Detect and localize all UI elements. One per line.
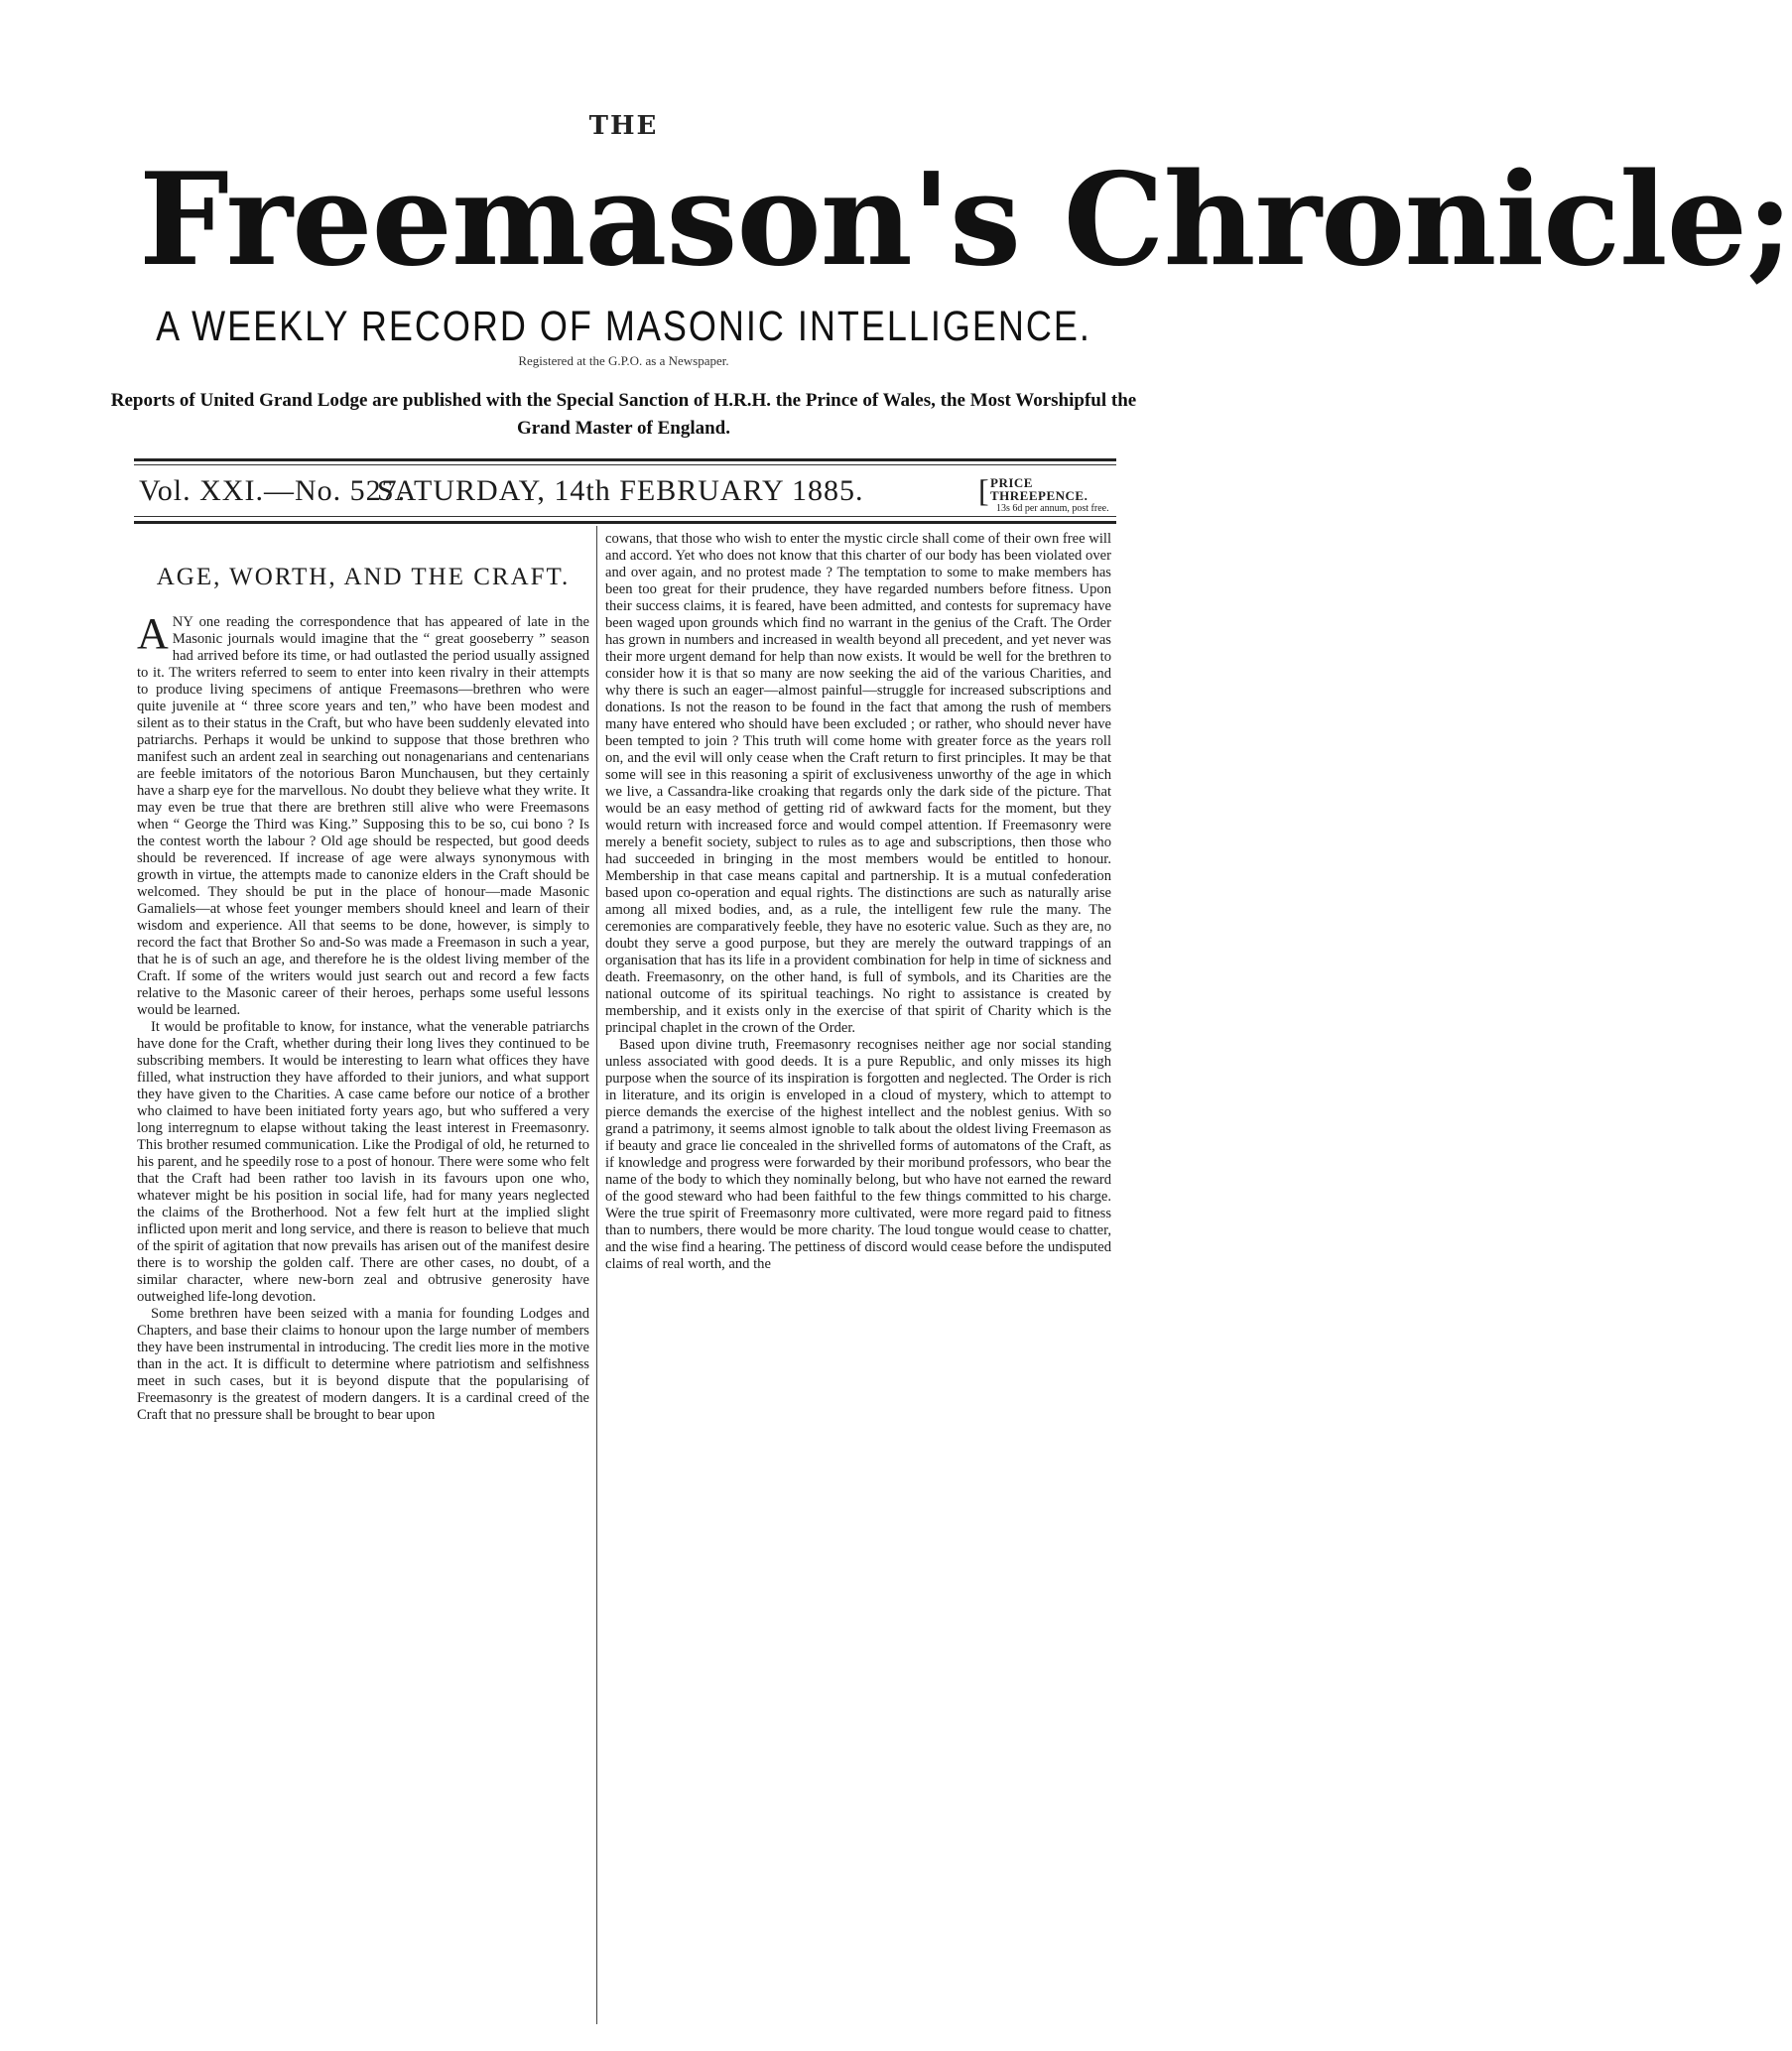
masthead-subtitle: A WEEKLY RECORD OF MASONIC INTELLIGENCE.: [156, 302, 1091, 350]
issue-info-line: [139, 474, 1111, 514]
article-paragraph-text: NY one reading the correspondence that has appeared of late in the Masonic journals would imagine that the “ great gooseberry ” season had arrived before its time, or had outlasted the period usually assigned to it. The writers referred to seem to enter into keen rivalry in their attempts to produce living specimens of antique Freemasons—brethren who were quite juvenile at “ three score years and ten,” who have been modest and silent as to their status in the Craft, but who have been suddenly elevated into patriarchs. Perhaps it would be unkind to suppose that those brethren who manifest such an ardent zeal in searching out nonagenarians and centenarians are feeble imitators of the notorious Baron Munchausen, but they certainly have a sharp eye for the marvellous. No doubt they believe what they write. It may even be true that there are brethren still alive who were Freemasons when “ George the Third was King.” Supposing this to be so, cui bono ? Is the contest worth the labour ? Old age should be respected, but good deeds should be reverenced. If increase of age were always synonymous with growth in virtue, the attempts made to canonize elders in the Craft should be welcomed. They should be put in the place of honour—made Masonic Gamaliels—at whose feet younger members should kneel and learn of their wisdom and experience. All that seems to be done, however, is simply to record the fact that Brother So and-So was made a Freemason in such a year, that he is of such an age, and therefore he is the oldest living member of the Craft. If some of the writers would just search out and record a few facts relative to the Masonic career of their heroes, perhaps some useful lessons would be learned.: [137, 614, 589, 1018]
column-divider: [596, 526, 597, 2024]
header-rule-top-thin: [134, 464, 1116, 465]
volume-number: Vol. XXI.—No. 527.: [139, 474, 407, 507]
price-bracket-glyph: [: [978, 472, 989, 508]
price-label: PRICE THREEPENCE.: [990, 475, 1088, 503]
sanction-notice: Reports of United Grand Lodge are published with the Special Sanction of H.R.H. the Prince of Wales, the Most Worshipful the Grand Master of England.: [110, 390, 1137, 439]
subscription-label: 13s 6d per annum, post free.: [996, 503, 1109, 514]
masthead-title: Freemason's Chronicle;: [139, 146, 1792, 295]
issue-date: SATURDAY, 14th FEBRUARY 1885.: [377, 474, 864, 507]
article-paragraph: It would be profitable to know, for instance, what the venerable patriarchs have done for the Craft, whether during their long lives they continued to be subscribing members. It would be interesting to learn what offices they have filled, what instruction they have afforded to their juniors, and what support they have given to the Charities. A case came before our notice of a brother who claimed to have been initiated forty years ago, but who suffered a very long interregnum to elapse without taking the least interest in Freemasonry. This brother resumed communication. Like the Prodigal of old, he returned to his parent, and he speedily rose to a post of honour. There were some who felt that the Craft had been rather too lavish in its favours upon one who, whatever might be his position in social life, had for many years neglected the claims of the Brotherhood. Not a few felt hurt at the implied slight inflicted upon merit and long service, and there is reason to believe that much of the spirit of agitation that now prevails has arisen out of the manifest desire there is to worship the golden calf. There are other cases, no doubt, of a similar character, where new-born zeal and obtrusive generosity have outweighed life-long devotion.: [137, 1019, 589, 1305]
article-paragraph: [137, 609, 589, 1019]
header-rule-bottom-thin: [134, 516, 1116, 517]
masthead-the-mark: THE: [588, 111, 659, 141]
article-paragraph: Some brethren have been seized with a mania for founding Lodges and Chapters, and base their claims to honour upon the large number of members they have been instrumental in introducing. The credit lies more in the motive than in the act. It is difficult to determine where patriotism and selfishness meet in such cases, but it is beyond dispute that the popularising of Freemasonry is the greatest of modern dangers. It is a cardinal creed of the Craft that no pressure shall be brought to bear upon: [137, 1306, 589, 1423]
article-column-right: [605, 531, 1111, 1273]
price-box: [978, 472, 1119, 515]
article-paragraph: cowans, that those who wish to enter the mystic circle shall come of their own free will and accord. Yet who does not know that this charter of our body has been violated over and over again, and no protest made ? The temptation to some to make members has been too great for their prudence, they have regarded numbers before fitness. Upon their success claims, it is feared, have been admitted, and contests for supremacy have been waged upon grounds which find no warrant in the genius of the Craft. The Order has grown in numbers and increased in wealth beyond all precedent, and yet never was their more urgent demand for help than now exists. It would be well for the brethren to consider how it is that so many are now seeking the aid of the various Charities, and why there is such an eager—almost painful—struggle for increased subscriptions and donations. Is not the reason to be found in the fact that among the rush of members many have entered who should have been excluded ; or rather, who should never have been tempted to join ? This truth will come home with greater force as the years roll on, and the evil will only cease when the Craft return to first principles. It may be that some will see in this reasoning a spirit of exclusiveness unworthy of the age in which we live, a Cassandra-like croaking that regards only the dark side of the picture. That would be an easy method of getting rid of awkward facts for the moment, but they would return with increased force and would compel attention. If Freemasonry were merely a benefit society, subject to rules as to age and subscriptions, then those who had succeeded in bringing in the most members would be entitled to honour. Membership in that case means capital and partnership. It is a mutual confederation based upon co-operation and equal rights. The distinctions are such as naturally arise among all mixed bodies, and, as a rule, the intelligent few rule the many. The ceremonies are comparatively feeble, they have no esoteric value. Such as they are, no doubt they serve a good purpose, but they are merely the outward trappings of an organisation that has its life in a provident combination for help in time of sickness and death. Freemasonry, on the other hand, is full of symbols, and its Charities are the national outcome of its spiritual teachings. No right to assistance is created by membership, and it exists only in the exercise of that spirit of Charity which is the principal chaplet in the crown of the Order.: [605, 531, 1111, 1036]
article-title: AGE, WORTH, AND THE CRAFT.: [156, 564, 571, 590]
header-rule-top: [134, 458, 1116, 461]
article-paragraph: Based upon divine truth, Freemasonry recognises neither age nor social standing unless associated with good deeds. It is a pure Republic, and only misses its high purpose when the source of its inspiration is forgotten and neglected. The Order is rich in literature, and its origin is enveloped in a cloud of mystery, which to attempt to pierce demands the exercise of the highest intellect and the noblest genius. With so grand a patrimony, it seems almost ignoble to talk about the oldest living Freemason as if beauty and grace lie concealed in the shrivelled forms of automatons of the Craft, as if knowledge and progress were forwarded by their moribund professors, who bear the name of the body to which they nominally belong, but who have not earned the reward of the good steward who had been faithful to the few things committed to his charge. Were the true spirit of Freemasonry more cultivated, were more regard paid to fitness than to numbers, there would be more charity. The loud tongue would cease to chatter, and the wise find a hearing. The pettiness of discord would cease before the undisputed claims of real worth, and the: [605, 1037, 1111, 1272]
article-column-left: [137, 551, 589, 1424]
header-rule-bottom: [134, 521, 1116, 524]
drop-cap: A: [137, 609, 169, 658]
registration-notice: Registered at the G.P.O. as a Newspaper.: [518, 353, 729, 368]
